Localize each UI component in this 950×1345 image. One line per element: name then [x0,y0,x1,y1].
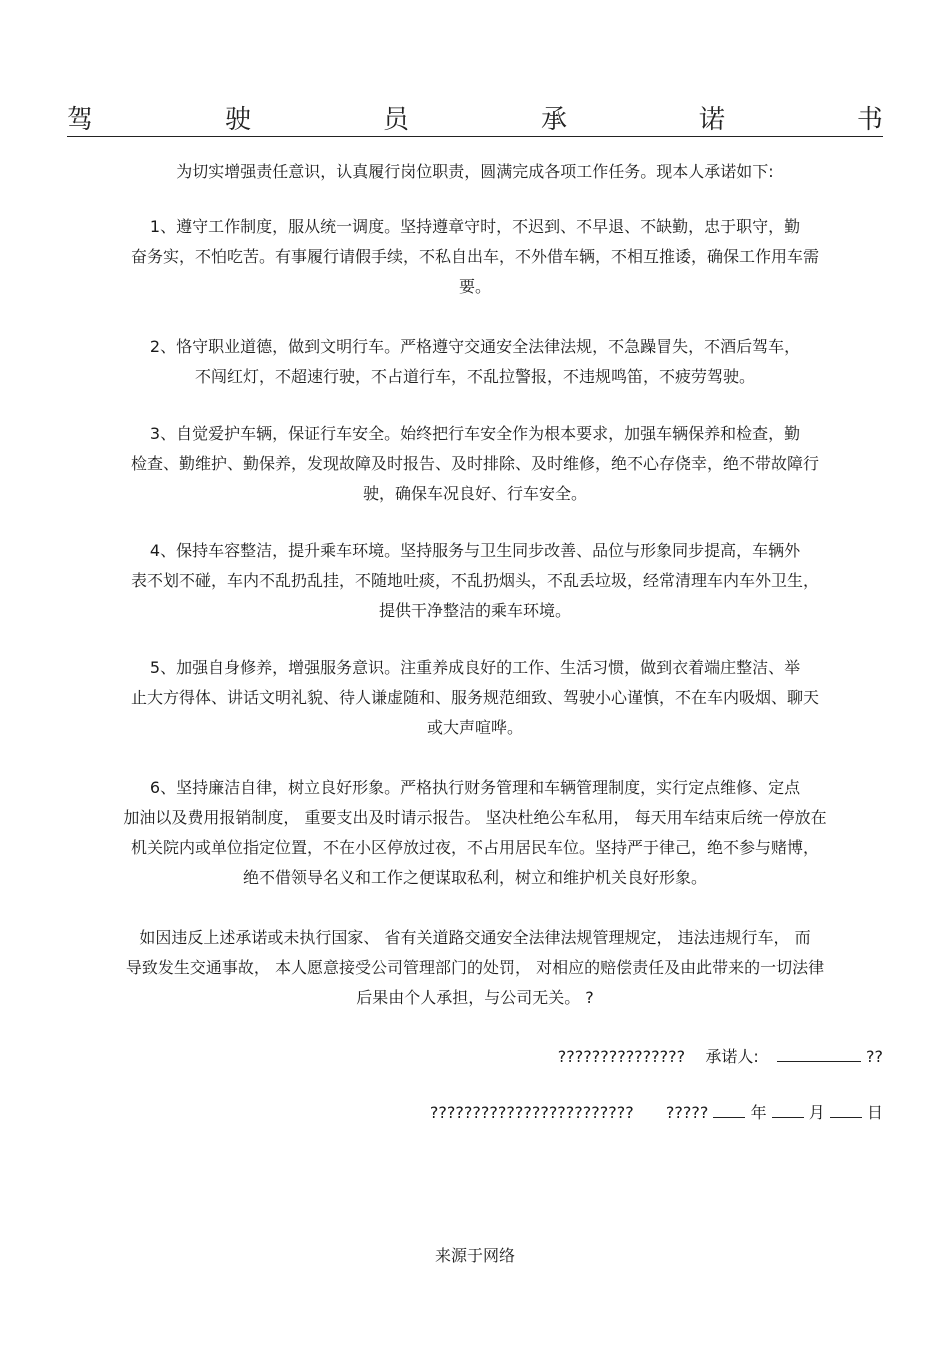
paragraph-line: 2、恪守职业道德，做到文明行车。严格遵守交通安全法律法规，不急躁冒失，不酒后驾车， [149,337,801,356]
paragraph-line: 绝不借领导名义和工作之便谋取私利，树立和维护机关良好形象。 [242,868,707,887]
month-label: 月 [808,1103,825,1122]
title-char: 书 [856,105,883,135]
date-prefix-2: ????? [665,1103,709,1122]
intro-text: 为切实增强责任意识，认真履行岗位职责，圆满完成各项工作任务。现本人承诺如下: [176,162,774,181]
paragraph-line: 4、保持车容整洁，提升乘车环境。坚持服务与卫生同步改善、品位与形象同步提高，车辆外 [149,541,801,560]
paragraph-line: 5、加强自身修养，增强服务意识。注重养成良好的工作、生活习惯，做到衣着端庄整洁、举 [149,658,801,677]
title-char: 承 [540,105,567,135]
signature-line [558,1045,883,1069]
paragraph-line: 如因违反上述承诺或未执行国家、 省有关道路交通安全法律法规管理规定， 违法违规行车， 而 [139,928,811,947]
paragraph-line: 驶，确保车况良好、行车安全。 [362,484,587,503]
paragraph-line: 或大声喧哗。 [426,718,523,737]
paragraph-2 [67,332,883,392]
paragraph-6 [67,773,883,893]
month-blank[interactable] [772,1101,804,1118]
paragraph-line: 奋务实，不怕吃苦。有事履行请假手续，不私自出车，不外借车辆，不相互推诿，确保工作用车需 [130,247,819,266]
paragraph-line: 止大方得体、讲话文明礼貌、待人谦虚随和、服务规范细致、驾驶小心谨慎，不在车内吸烟、聊天 [130,688,819,707]
title-char: 驶 [224,105,251,135]
signature-label: 承诺人: [705,1047,759,1066]
paragraph-line: 检查、勤维护、勤保养，发现故障及时报告、及时排除、及时维修，绝不心存侥幸，绝不带故障行 [130,454,819,473]
paragraph-line: 3、自觉爱护车辆，保证行车安全。始终把行车安全作为根本要求，加强车辆保养和检查，勤 [149,424,801,443]
day-blank[interactable] [830,1101,862,1118]
date-prefix: ???????????????????????? [429,1103,634,1122]
paragraph-line: 提供干净整洁的乘车环境。 [378,601,571,620]
paragraph-line: 1、遵守工作制度，服从统一调度。坚持遵章守时，不迟到、不早退、不缺勤，忠于职守，勤 [149,217,801,236]
paragraph-5 [67,653,883,743]
paragraph-line: 要。 [458,277,491,296]
paragraph-line: 机关院内或单位指定位置，不在小区停放过夜，不占用居民车位。坚持严于律己，绝不参与赌博， [130,838,819,857]
paragraph-7 [67,923,883,1013]
day-label: 日 [866,1103,883,1122]
title-char: 驾 [67,105,94,135]
year-label: 年 [750,1103,767,1122]
document-title [67,104,883,137]
paragraph-4 [67,536,883,626]
date-line [430,1101,883,1125]
signature-blank[interactable] [777,1045,861,1062]
source-note: 来源于网络 [434,1246,515,1265]
paragraph-line: 导致发生交通事故， 本人愿意接受公司管理部门的处罚， 对相应的赔偿责任及由此带来的一切法律 [125,958,825,977]
signature-prefix: ??????????????? [557,1047,686,1066]
paragraph-line: 加油以及费用报销制度， 重要支出及时请示报告。 坚决杜绝公车私用， 每天用车结束后统一停放在 [123,808,827,827]
signature-suffix: ?? [866,1047,883,1066]
paragraph-line: 表不划不碰，车内不乱扔乱挂，不随地吐痰，不乱扔烟头，不乱丢垃圾，经常清理车内车外卫生， [130,571,819,590]
paragraph-3 [67,419,883,509]
title-char: 员 [382,105,409,135]
paragraph-line: 6、坚持廉洁自律，树立良好形象。严格执行财务管理和车辆管理制度，实行定点维修、定点 [149,778,801,797]
paragraph-line: 后果由个人承担，与公司无关。 ? [356,988,594,1007]
title-char: 诺 [698,105,725,135]
paragraph-line: 不闯红灯，不超速行驶，不占道行车，不乱拉警报，不违规鸣笛，不疲劳驾驶。 [194,367,755,386]
year-blank[interactable] [713,1101,745,1118]
paragraph-1 [67,212,883,302]
